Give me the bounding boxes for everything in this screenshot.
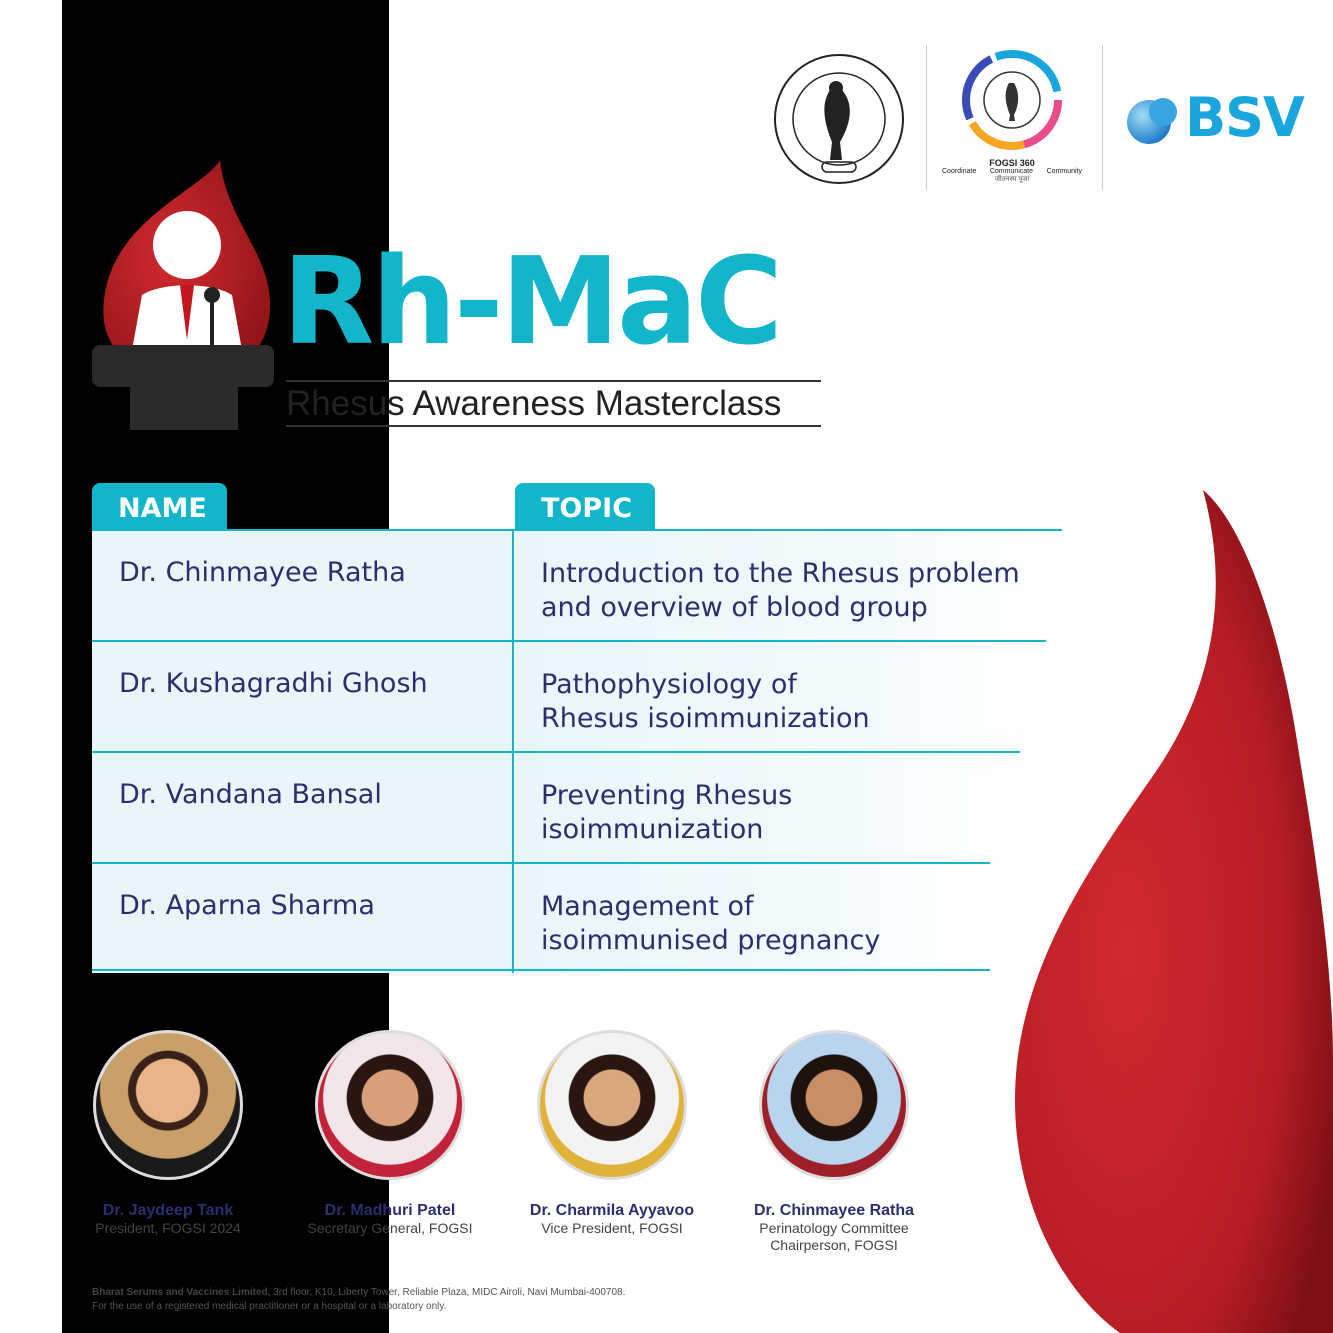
topic-cell (516, 531, 1062, 640)
topic-line: isoimmunised pregnancy (541, 925, 881, 956)
subtitle-rule (286, 425, 821, 427)
speaker-name: Dr. Kushagradhi Ghosh (92, 642, 514, 751)
person-card (68, 1030, 268, 1237)
table-bottom-rule (92, 969, 990, 971)
person-role: Perinatology Committee (759, 1220, 909, 1236)
person-name: Dr. Chinmayee Ratha (753, 1202, 915, 1219)
person-name: Dr. Jaydeep Tank (102, 1202, 234, 1219)
fogsi360-word: Coordinate (942, 168, 977, 175)
topic-line: Rhesus isoimmunization (541, 703, 870, 734)
person-card (290, 1030, 490, 1237)
topic-line: and overview of blood group (541, 592, 928, 623)
name-column-header: NAME (92, 483, 227, 530)
event-subtitle: Rhesus Awareness Masterclass (286, 384, 782, 423)
fogsi360-word: Communicate (989, 168, 1034, 175)
topic-column-header: TOPIC (515, 483, 655, 530)
footer-company: Bharat Serums and Vaccines Limited, (92, 1287, 271, 1298)
table-row (92, 751, 1020, 862)
avatar (93, 1030, 243, 1180)
footer-note: For the use of a registered medical practitioner or a hospital or a laboratory only. (92, 1301, 447, 1312)
avatar (315, 1030, 465, 1180)
topic-cell (516, 864, 990, 973)
topic-line: Pathophysiology of (541, 669, 797, 700)
avatar (537, 1030, 687, 1180)
fogsi360-hindi: जीतनस्य पूजा (994, 176, 1030, 183)
bsv-drop-icon (1125, 90, 1185, 150)
fogsi360-title: FOGSI 360 (989, 158, 1035, 168)
subtitle-rule (286, 380, 821, 382)
person-role: President, FOGSI 2024 (95, 1220, 241, 1236)
fogsi360-word: Community (1046, 168, 1082, 175)
topic-cell (516, 753, 1020, 862)
partner-logos (770, 45, 1310, 195)
speaker-name: Dr. Aparna Sharma (92, 864, 514, 973)
table-row (92, 862, 990, 973)
fogsi360-logo (938, 45, 1086, 193)
logo-divider (926, 45, 927, 190)
person-role: Chairperson, FOGSI (770, 1237, 898, 1253)
fogsi360-tagline (938, 168, 1086, 175)
person-role: Secretary General, FOGSI (307, 1220, 473, 1236)
topic-cell (516, 642, 1046, 751)
bsv-wordmark: BSV (1185, 86, 1304, 149)
logo-divider (1102, 45, 1103, 190)
topic-line: Management of (541, 891, 754, 922)
person-role: Vice President, FOGSI (541, 1220, 683, 1236)
speaker-topic-table (92, 529, 1062, 973)
fogsi360-ring-icon (957, 45, 1067, 155)
speaker-podium-logo (92, 160, 282, 430)
event-title: Rh-MaC (282, 233, 781, 372)
person-card (512, 1030, 712, 1237)
topic-line: isoimmunization (541, 814, 764, 845)
topic-line: Preventing Rhesus (541, 780, 793, 811)
person-name: Dr. Madhuri Patel (324, 1202, 456, 1219)
speaker-name: Dr. Vandana Bansal (92, 753, 514, 862)
table-row (92, 529, 1062, 640)
fogsi-seal-logo (770, 50, 908, 188)
footer-address-line (92, 1286, 625, 1300)
topic-line: Introduction to the Rhesus problem (541, 558, 1020, 589)
speaker-name: Dr. Chinmayee Ratha (92, 531, 514, 640)
avatar (759, 1030, 909, 1180)
footer-disclaimer (92, 1286, 625, 1314)
footer-address: 3rd floor, K10, Liberty Tower, Reliable Plaza, MIDC Airoli, Navi Mumbai-400708. (270, 1287, 626, 1298)
table-row (92, 640, 1046, 751)
person-name: Dr. Charmila Ayyavoo (529, 1202, 695, 1219)
person-card (734, 1030, 934, 1254)
bsv-logo (1125, 86, 1305, 150)
